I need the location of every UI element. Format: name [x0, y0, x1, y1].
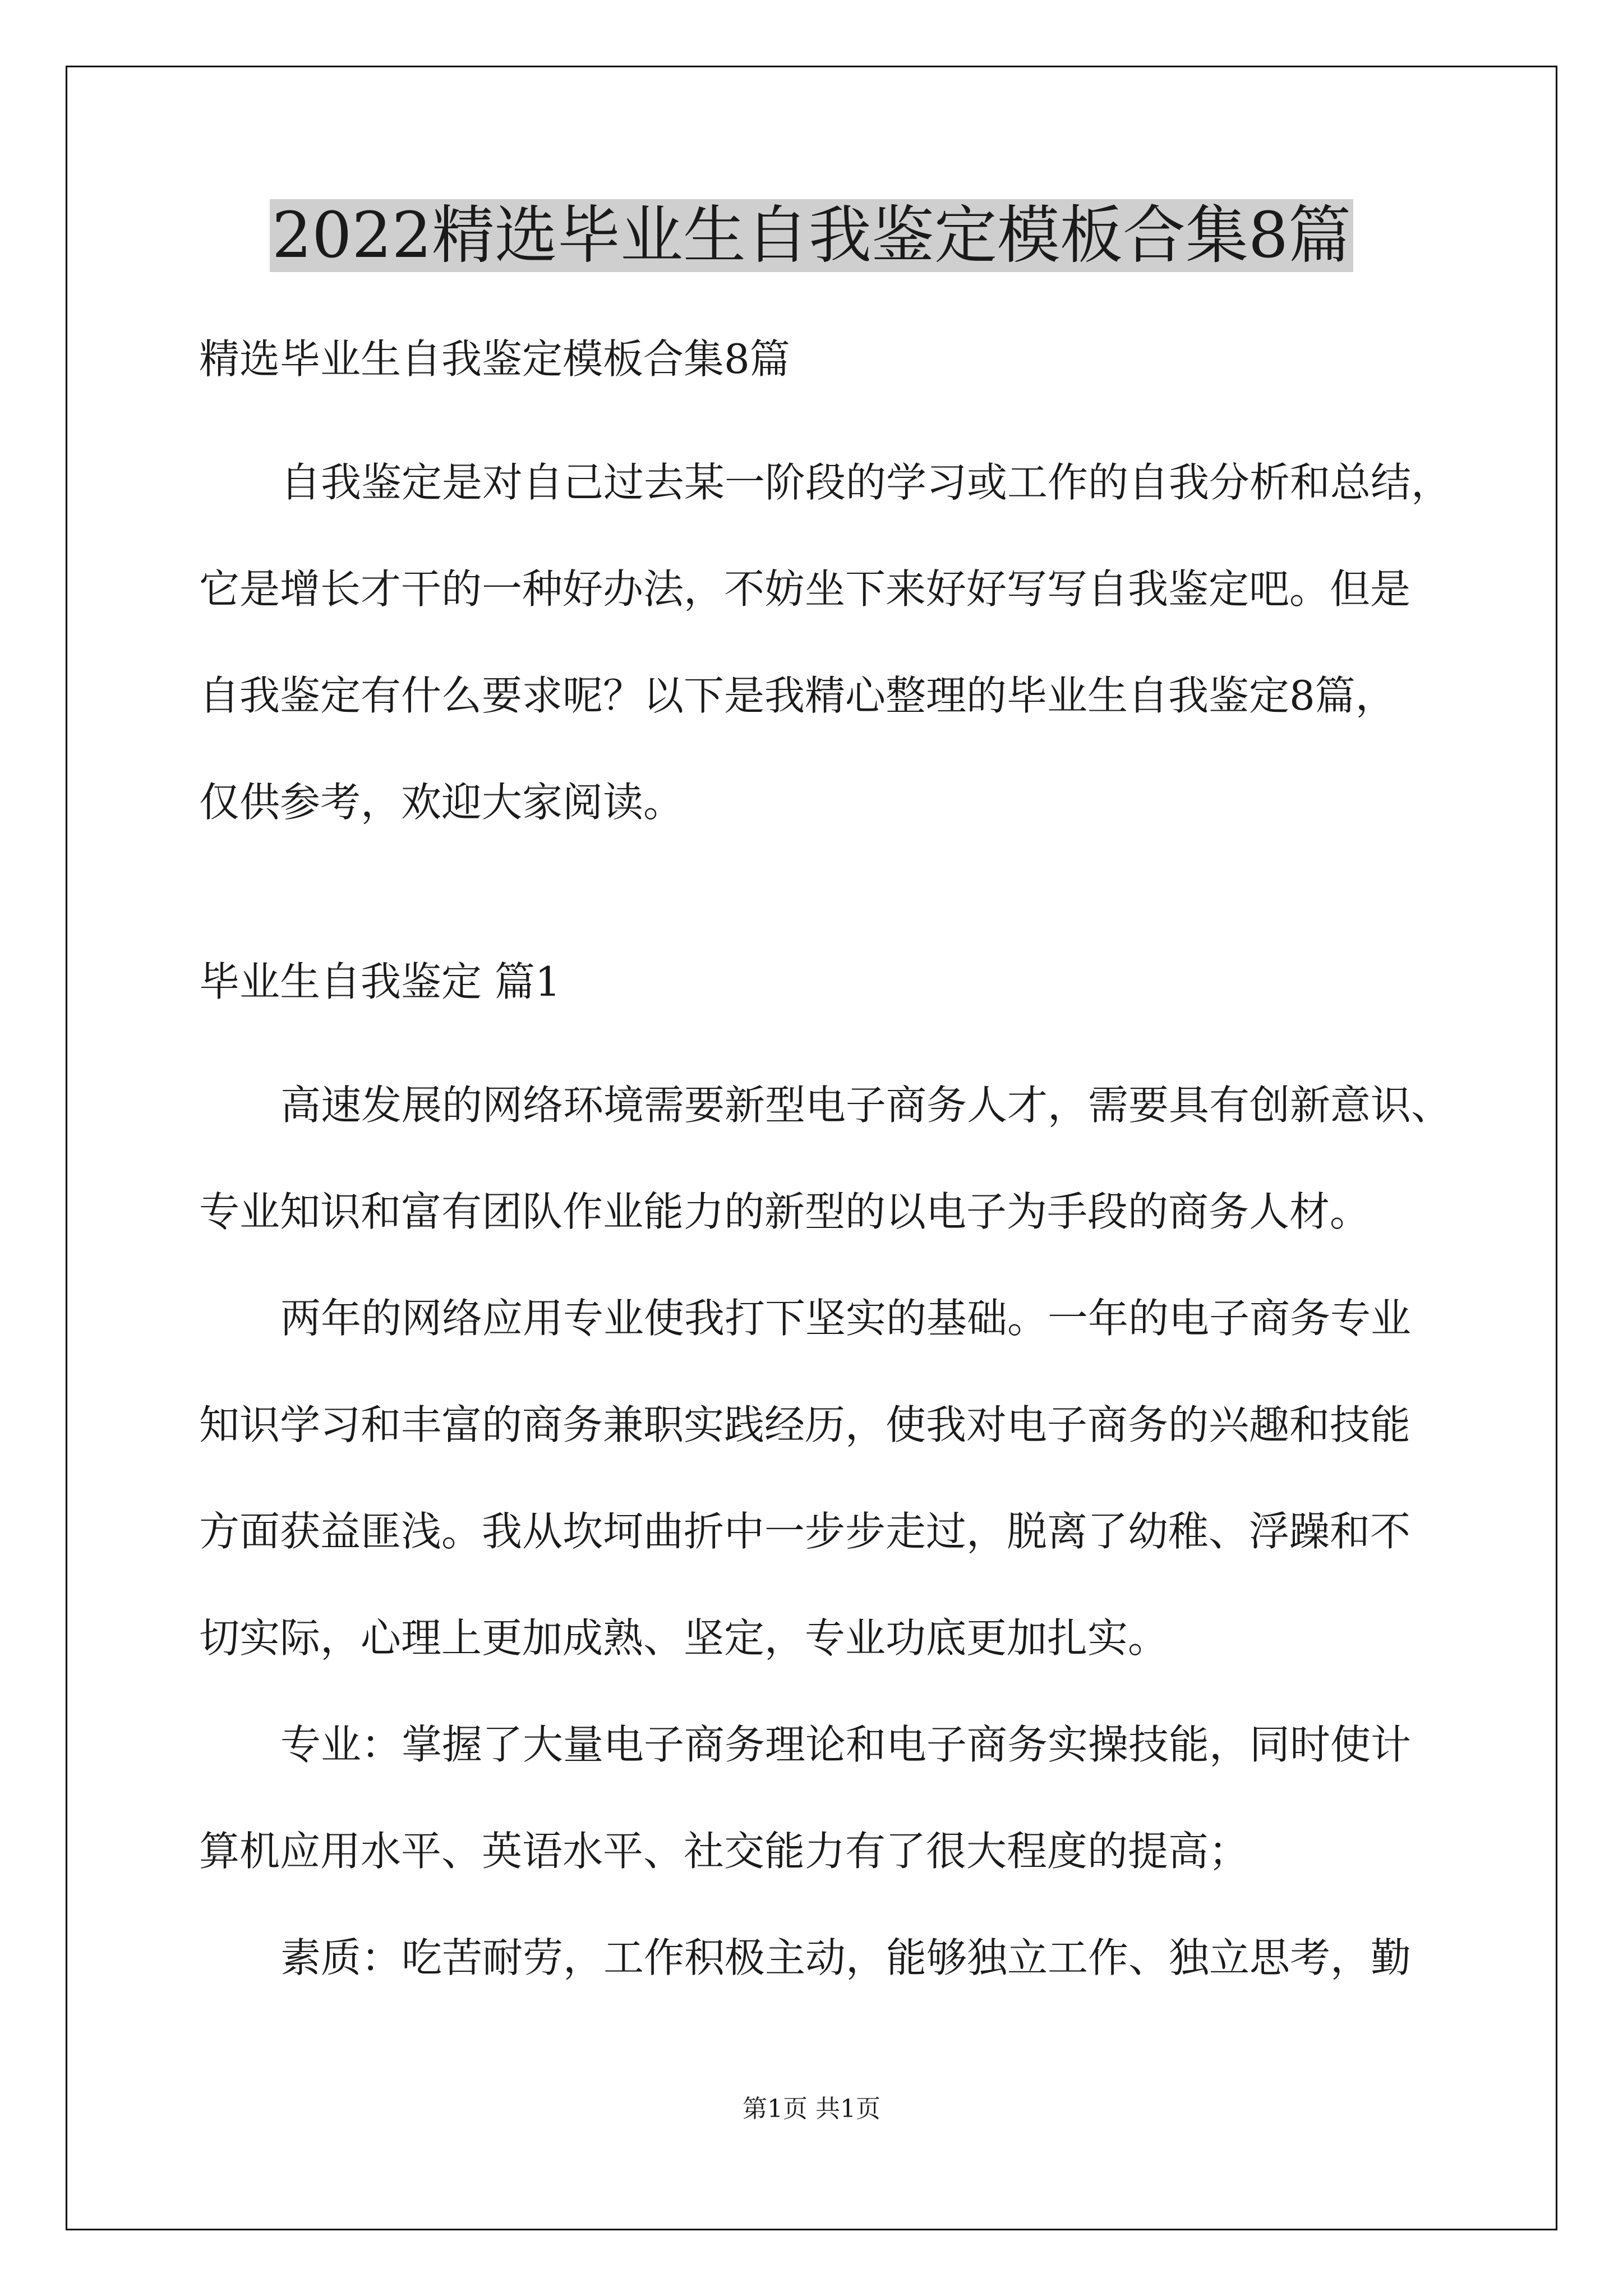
page-border — [66, 66, 1557, 2230]
body-line: 切实际，心理上更加成熟、坚定，专业功底更加扎实。 — [199, 1614, 1169, 1662]
section-heading: 毕业生自我鉴定 篇1 — [199, 958, 561, 1005]
intro-line: 它是增长才干的一种好办法，不妨坐下来好好写写自我鉴定吧。但是 — [199, 565, 1411, 613]
intro-line: 仅供参考，欢迎大家阅读。 — [199, 779, 684, 826]
document-subtitle: 精选毕业生自我鉴定模板合集8篇 — [199, 335, 790, 383]
body-line: 专业：掌握了大量电子商务理论和电子商务实操技能，同时使计 — [280, 1721, 1412, 1768]
body-line: 两年的网络应用专业使我打下坚实的基础。一年的电子商务专业 — [280, 1295, 1412, 1342]
body-line: 高速发展的网络环境需要新型电子商务人才，需要具有创新意识、 — [280, 1082, 1452, 1129]
body-line: 方面获益匪浅。我从坎坷曲折中一步步走过，脱离了幼稚、浮躁和不 — [199, 1508, 1411, 1555]
body-line: 知识学习和丰富的商务兼职实践经历，使我对电子商务的兴趣和技能 — [199, 1401, 1411, 1448]
body-line: 素质：吃苦耐劳，工作积极主动，能够独立工作、独立思考，勤 — [280, 1934, 1412, 1981]
intro-line: 自我鉴定是对自己过去某一阶段的学习或工作的自我分析和总结， — [280, 459, 1452, 506]
intro-line: 自我鉴定有什么要求呢？以下是我精心整理的毕业生自我鉴定8篇， — [199, 672, 1396, 719]
body-line: 专业知识和富有团队作业能力的新型的以电子为手段的商务人材。 — [199, 1188, 1371, 1235]
document-title — [0, 194, 1623, 278]
body-line: 算机应用水平、英语水平、社交能力有了很大程度的提高； — [199, 1828, 1249, 1875]
document-title-text: 2022精选毕业生自我鉴定模板合集8篇 — [270, 199, 1353, 272]
page-footer: 第1页 共1页 — [743, 2095, 880, 2123]
